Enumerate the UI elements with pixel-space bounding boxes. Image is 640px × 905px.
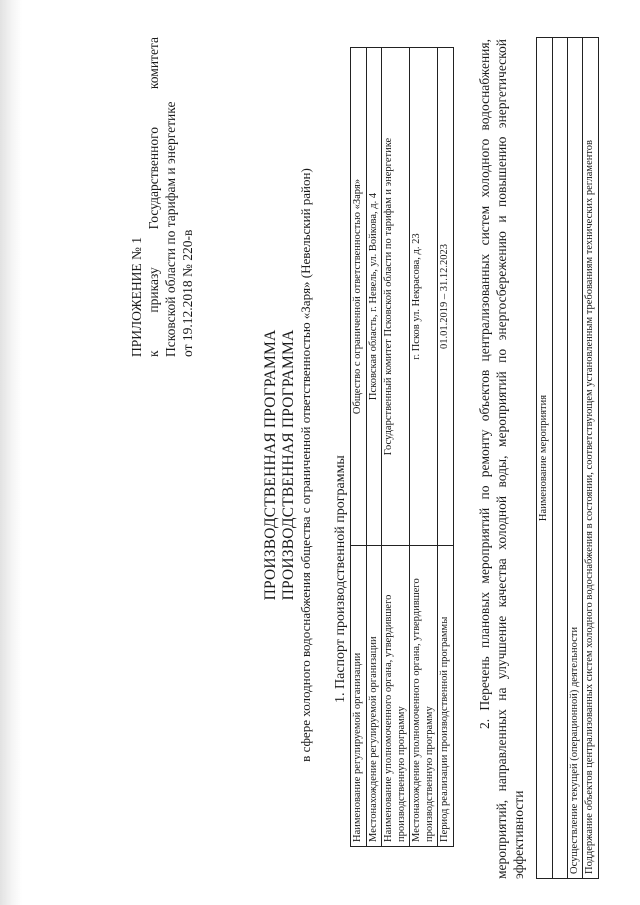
passport-key: Местонахождение уполномоченного органа, утвердившего производственную программу [410,546,438,847]
table-row [410,48,438,847]
appendix-word-committee: комитета [146,37,161,90]
passport-key: Наименование регулируемой организации [351,546,367,847]
passport-table [350,47,454,847]
passport-key: Период реализации производственной программы [438,546,454,847]
passport-value: Государственный комитет Псковской области по тарифам и энергетике [382,48,410,546]
appendix-order-line [145,37,162,357]
measures-header: Наименование мероприятия [537,38,553,879]
passport-value: Псковская область, г. Невель, ул. Войкова, д. 4 [366,48,382,546]
appendix-word-k: к [146,350,161,357]
measures-table [536,37,599,879]
table-row [366,48,382,847]
table-header-row [537,38,553,879]
measures-item: Осуществление текущей (операционной) деятельности [567,38,583,879]
appendix-word-state: Государственного [146,126,161,230]
document-title: ПРОИЗВОДСТВЕННАЯ ПРОГРАММА [262,329,279,601]
document-title-repeat: ПРОИЗВОДСТВЕННАЯ ПРОГРАММА [280,329,297,601]
measures-empty-cell [552,38,567,879]
section2-paragraph: 2. Перечень плановых мероприятий по ремонту объектов централизованных систем холодного водоснабжения, мероприятий, направленных на улучшение качества холодной воды, мероприятий по энергосбережению и повышению энергетической эффективности [477,39,526,879]
passport-value: г. Псков ул. Некрасова, д. 23 [410,48,438,546]
appendix-date-line: от 19.12.2018 № 220-в [180,229,195,357]
table-row [438,48,454,847]
passport-key: Наименование уполномоченного органа, утвердившего производственную программу [382,546,410,847]
appendix-word-order: приказу [146,267,161,313]
appendix-title: ПРИЛОЖЕНИЕ № 1 [129,236,144,357]
table-row [552,38,567,879]
passport-key: Местонахождение регулируемой организации [366,546,382,847]
document-subtitle: в сфере холодного водоснабжения общества с ограниченной ответственностью «Заря» (Невельский район) [298,168,313,762]
table-row [583,38,599,879]
section1-heading: 1. Паспорт производственной программы [333,455,348,703]
measures-item: Поддержание объектов централизованных систем холодного водоснабжения в состоянии, соответствующем установленным требованиям технических регламентов [583,38,599,879]
table-row [567,38,583,879]
passport-value: Общество с ограниченной ответственностью «Заря» [351,48,367,546]
passport-value: 01.01.2019 – 31.12.2023 [438,48,454,546]
appendix-region-line: Псковской области по тарифам и энергетике [163,101,178,357]
table-row [351,48,367,847]
appendix-block [128,37,196,357]
table-row [382,48,410,847]
